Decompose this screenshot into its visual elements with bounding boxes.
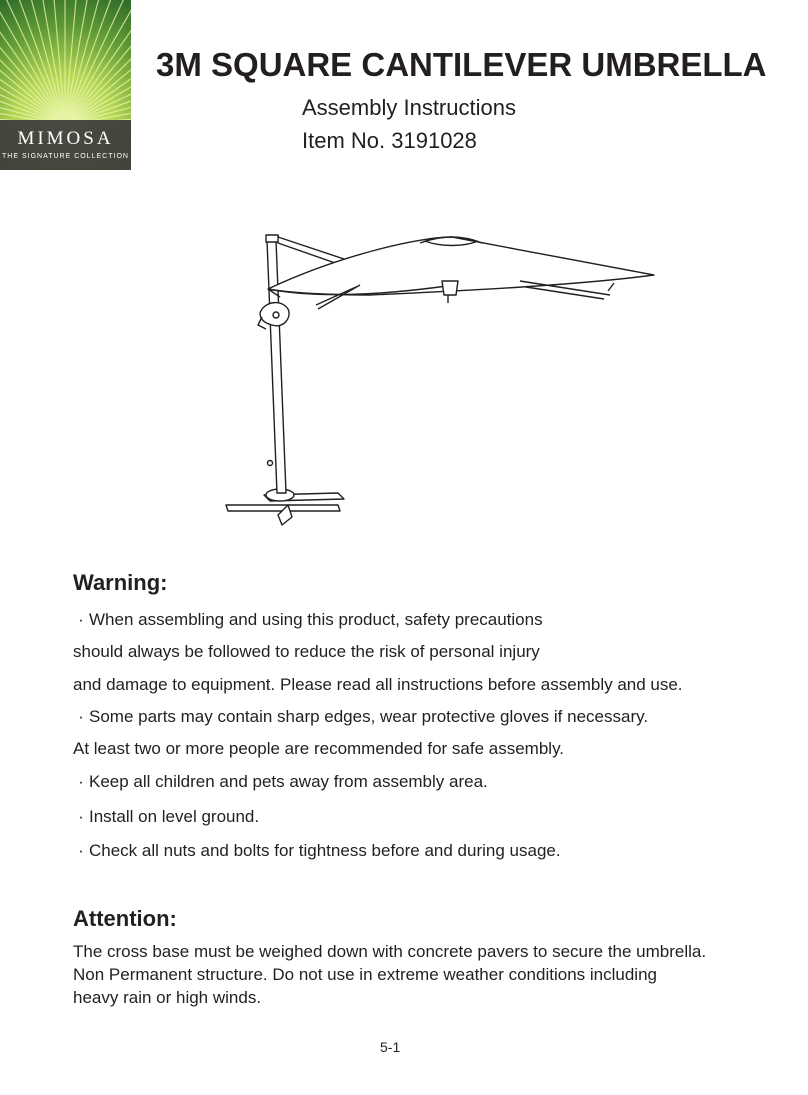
warning-line: · When assembling and using this product, safety precautions — [73, 610, 543, 630]
warning-line: should always be followed to reduce the risk of personal injury — [73, 642, 540, 661]
bullet-icon: · — [78, 707, 84, 726]
warning-line: · Check all nuts and bolts for tightness before and during usage. — [73, 841, 561, 861]
warning-line: and damage to equipment. Please read all instructions before assembly and use. — [73, 675, 683, 694]
bullet-icon: · — [78, 610, 84, 629]
warning-line: · Keep all children and pets away from assembly area. — [73, 772, 488, 792]
page-title: 3M SQUARE CANTILEVER UMBRELLA — [156, 46, 767, 83]
brand-name: MIMOSA — [17, 128, 114, 149]
page-number: 5-1 — [380, 1039, 401, 1055]
attention-line: Non Permanent structure. Do not use in extreme weather conditions including — [73, 965, 657, 984]
warning-line: · Some parts may contain sharp edges, wear protective gloves if necessary. — [73, 707, 648, 727]
attention-line: The cross base must be weighed down with concrete pavers to secure the umbrella. — [73, 942, 707, 961]
brand-logo — [0, 0, 131, 170]
warning-line: At least two or more people are recommended for safe assembly. — [73, 739, 565, 758]
bullet-icon: · — [78, 772, 84, 791]
brand-tagline: THE SIGNATURE COLLECTION — [2, 153, 129, 160]
attention-heading: Attention: — [73, 906, 177, 931]
bullet-icon: · — [78, 807, 84, 826]
attention-line: heavy rain or high winds. — [73, 988, 262, 1007]
page-subtitle: Assembly Instructions — [302, 95, 516, 120]
item-number: Item No. 3191028 — [302, 128, 477, 153]
warning-line: · Install on level ground. — [73, 807, 259, 827]
bullet-icon: · — [78, 841, 84, 860]
warning-heading: Warning: — [73, 570, 168, 595]
cantilever-umbrella-drawing — [220, 225, 660, 535]
